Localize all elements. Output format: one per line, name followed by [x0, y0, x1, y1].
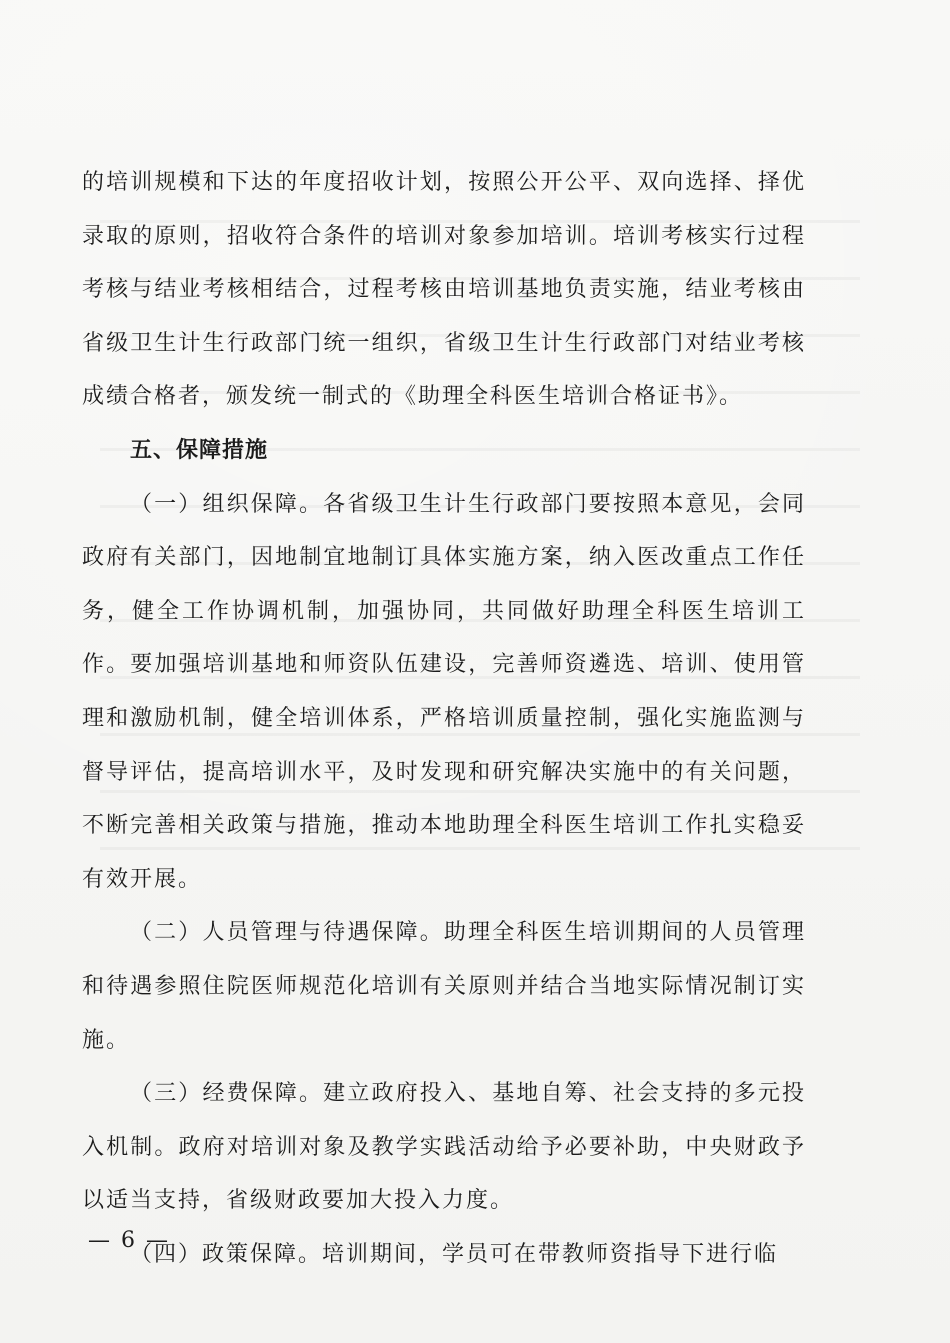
paragraph-policy-guarantee: （四）政策保障。培训期间，学员可在带教师资指导下进行临 — [130, 1241, 779, 1267]
paragraph-organizational-guarantee: （一）组织保障。各省级卫生计生行政部门要按照本意见，会同政府有关部门，因地制宜地制订具体实施方案，纳入医改重点工作任务，健全工作协调机制，加强协同，共同做好助理全科医生培训工作。要加强培训基地和师资队伍建设，完善师资遴选、培训、使用管理和激励机制，健全培训体系，严格培训质量控制，强化实施监测与督导评估，提高培训水平，及时发现和研究解决实施中的有关问题，不断完善相关政策与措施，推动本地助理全科医生培训工作扎实稳妥有效开展。 — [82, 491, 806, 892]
page-number: — 6 — — [88, 1228, 170, 1253]
paragraph-personnel-guarantee: （二）人员管理与待遇保障。助理全科医生培训期间的人员管理和待遇参照住院医师规范化培训有关原则并结合当地实际情况制订实施。 — [82, 920, 806, 1053]
document-body — [82, 156, 806, 1281]
paragraph-training-recruitment: 的培训规模和下达的年度招收计划，按照公开公平、双向选择、择优录取的原则，招收符合条件的培训对象参加培训。培训考核实行过程考核与结业考核相结合，过程考核由培训基地负责实施，结业考核由省级卫生计生行政部门统一组织，省级卫生计生行政部门对结业考核成绩合格者，颁发统一制式的《助理全科医生培训合格证书》。 — [82, 170, 806, 410]
section-heading-guarantee-measures: 五、保障措施 — [130, 437, 269, 463]
paragraph-funding-guarantee: （三）经费保障。建立政府投入、基地自筹、社会支持的多元投入机制。政府对培训对象及教学实践活动给予必要补助，中央财政予以适当支持，省级财政要加大投入力度。 — [82, 1081, 806, 1214]
